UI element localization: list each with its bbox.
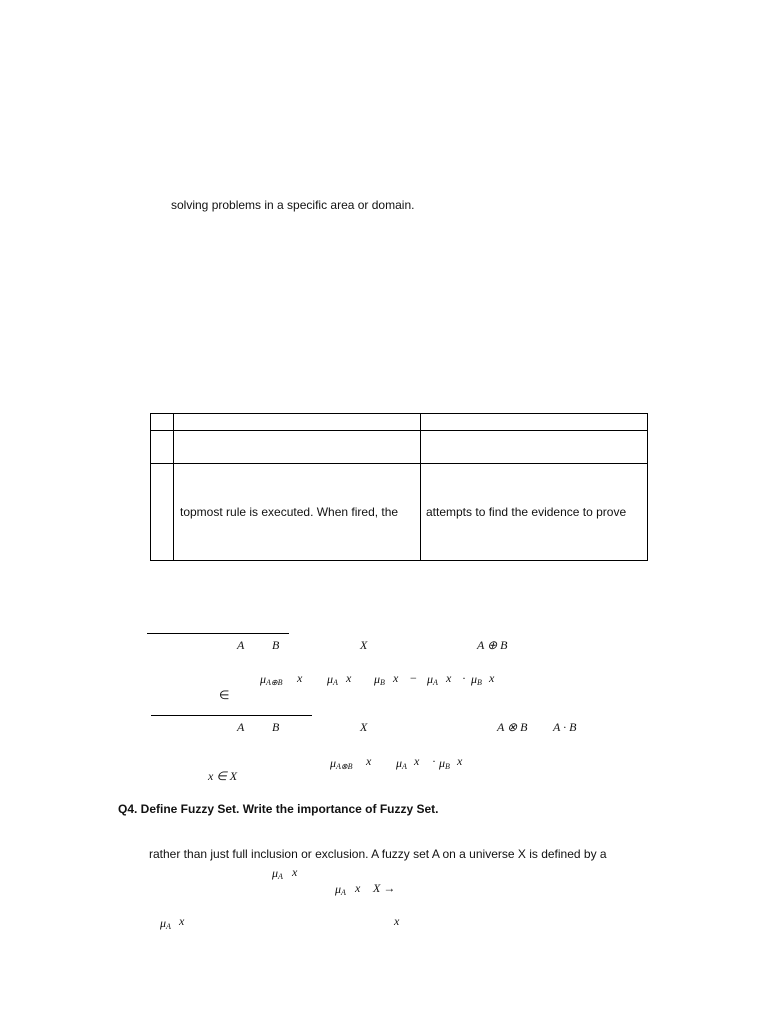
- table-cell-text: attempts to find the evidence to prove: [426, 505, 627, 519]
- membership-function: $\mu_B$: [439, 756, 450, 771]
- membership-function: $\mu_A$: [335, 882, 346, 897]
- heading-rule: [147, 633, 289, 634]
- variable-x: x: [346, 671, 352, 685]
- set-a-symbol: A: [237, 720, 245, 734]
- table-cell: [421, 414, 648, 431]
- table-cell: [151, 414, 174, 431]
- variable-x: x: [179, 914, 185, 928]
- domain-condition: x ∈ X: [208, 769, 238, 783]
- dot-operator: ·: [462, 671, 466, 685]
- membership-function: $\mu_A$: [160, 916, 171, 931]
- table-cell: [174, 414, 421, 431]
- comparison-table: [150, 413, 648, 561]
- membership-function: $\mu_{A\oplus B}$: [260, 672, 283, 687]
- algebraic-product-notation: A ⊗ B: [497, 720, 528, 734]
- mapping-notation: X →: [373, 881, 396, 895]
- table-cell-text: topmost rule is executed. When fired, the: [180, 505, 399, 519]
- minus-operator: −: [410, 671, 417, 685]
- table-cell: [421, 431, 648, 464]
- variable-x: x: [355, 881, 361, 895]
- variable-x: x: [414, 754, 420, 768]
- algebraic-sum-notation: A ⊕ B: [477, 638, 508, 652]
- variable-x: x: [457, 754, 463, 768]
- table-cell: [174, 431, 421, 464]
- variable-x: x: [446, 671, 452, 685]
- product-notation: A · B: [553, 720, 577, 734]
- paragraph-line: rather than just full inclusion or exclusion. A fuzzy set A on a universe X is defined by a: [149, 847, 607, 861]
- variable-x: x: [489, 671, 495, 685]
- variable-x: x: [297, 671, 303, 685]
- table-cell: [174, 464, 421, 561]
- table-cell: [151, 431, 174, 464]
- universe-symbol: X: [360, 720, 368, 734]
- membership-function: $\mu_A$: [396, 756, 407, 771]
- membership-function: $\mu_B$: [374, 672, 385, 687]
- table-cell: [151, 464, 174, 561]
- universe-symbol: X: [360, 638, 368, 652]
- table-row: [151, 464, 648, 561]
- membership-function: $\mu_A$: [327, 672, 338, 687]
- set-b-symbol: B: [272, 720, 280, 734]
- element-of-symbol: ∈: [219, 688, 230, 702]
- variable-x: x: [394, 914, 400, 928]
- set-a-symbol: A: [237, 638, 245, 652]
- table-row: [151, 414, 648, 431]
- variable-x: x: [366, 754, 372, 768]
- set-b-symbol: B: [272, 638, 280, 652]
- table-row: [151, 431, 648, 464]
- membership-function: $\mu_B$: [471, 672, 482, 687]
- dot-operator: ·: [432, 754, 436, 768]
- variable-x: x: [292, 865, 298, 879]
- membership-function: $\mu_A$: [427, 672, 438, 687]
- heading-rule: [151, 715, 312, 716]
- membership-function: $\mu_A$: [272, 866, 283, 881]
- variable-x: x: [393, 671, 399, 685]
- table-cell: [421, 464, 648, 561]
- paragraph-line: solving problems in a specific area or domain.: [171, 198, 415, 212]
- question-heading: Q4. Define Fuzzy Set. Write the importance of Fuzzy Set.: [118, 802, 439, 816]
- membership-function: $\mu_{A\otimes B}$: [330, 756, 353, 771]
